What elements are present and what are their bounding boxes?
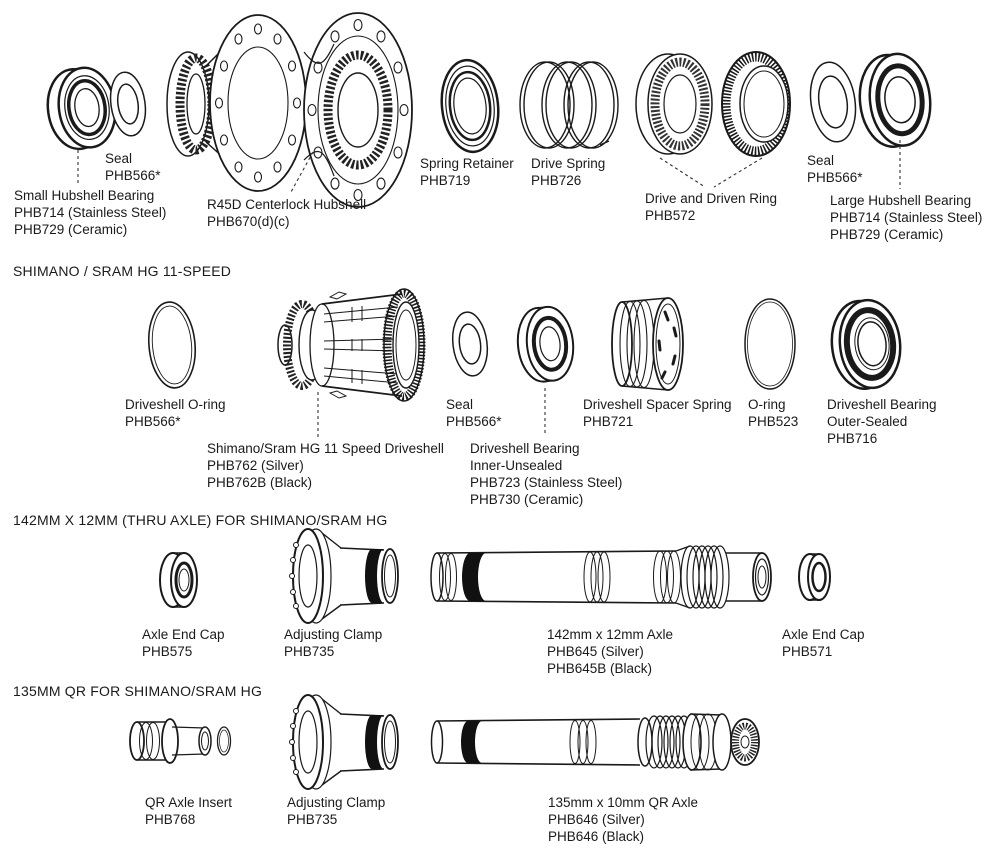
label-line: PHB716 — [827, 431, 878, 446]
label-seal-right — [807, 152, 863, 186]
label-line: PHB723 (Stainless Steel) — [470, 475, 623, 490]
section-title-thru-axle: 142MM X 12MM (THRU AXLE) FOR SHIMANO/SRAM HG — [13, 512, 388, 528]
driveshell-bearing-outer-illustration — [828, 297, 905, 392]
label-line: PHB523 — [748, 414, 799, 429]
axle-end-cap-left-illustration — [160, 553, 197, 607]
o-ring-illustration — [745, 299, 795, 389]
label-driveshell-spacer-spring — [583, 396, 732, 430]
label-line: QR Axle Insert — [145, 795, 233, 810]
driveshell-o-ring-illustration — [145, 300, 198, 390]
label-line: Seal — [807, 153, 835, 168]
driveshell-bearing-inner-illustration — [514, 305, 576, 384]
label-line: R45D Centerlock Hubshell — [207, 197, 367, 212]
label-line: PHB575 — [142, 644, 193, 659]
label-driveshell-bearing-outer — [827, 396, 937, 447]
label-thru-axle — [547, 626, 673, 677]
label-line: PHB646 (Black) — [548, 829, 645, 844]
label-adjusting-clamp-qr — [287, 794, 385, 828]
label-driveshell — [207, 440, 444, 491]
label-small-hubshell-bearing — [14, 187, 166, 238]
label-line: Shimano/Sram HG 11 Speed Driveshell — [207, 441, 444, 456]
label-line: Seal — [105, 151, 133, 166]
label-drive-and-driven-ring — [645, 190, 777, 224]
label-line: PHB645 (Silver) — [547, 644, 644, 659]
label-line: PHB735 — [284, 644, 335, 659]
label-line: PHB729 (Ceramic) — [830, 227, 944, 242]
label-adjusting-clamp-thru — [284, 626, 382, 660]
label-line: PHB729 (Ceramic) — [14, 222, 128, 237]
label-seal-mid — [446, 396, 502, 430]
label-line: PHB719 — [420, 173, 471, 188]
driveshell-illustration — [278, 289, 424, 401]
label-line: PHB726 — [531, 173, 582, 188]
label-line: Driveshell O-ring — [125, 397, 226, 412]
label-line: Axle End Cap — [782, 627, 865, 642]
label-line: Adjusting Clamp — [284, 627, 383, 642]
label-driveshell-o-ring — [125, 396, 226, 430]
label-line: Drive and Driven Ring — [645, 191, 778, 206]
label-line: PHB735 — [287, 812, 338, 827]
label-line: 135mm x 10mm QR Axle — [548, 795, 699, 810]
section-title-driveshell: SHIMANO / SRAM HG 11-SPEED — [13, 263, 232, 279]
drive-spring-illustration — [520, 62, 618, 148]
label-line: O-ring — [748, 397, 786, 412]
label-line: Outer-Sealed — [827, 414, 908, 429]
label-line: Adjusting Clamp — [287, 795, 386, 810]
label-qr-axle — [548, 794, 698, 845]
label-line: Driveshell Bearing — [827, 397, 937, 412]
large-hubshell-bearing-illustration — [855, 51, 934, 150]
label-line: Axle End Cap — [142, 627, 225, 642]
label-line: PHB714 (Stainless Steel) — [14, 205, 167, 220]
label-line: Seal — [446, 397, 474, 412]
label-line: 142mm x 12mm Axle — [547, 627, 674, 642]
label-line: Drive Spring — [531, 156, 606, 171]
label-line: PHB768 — [145, 812, 196, 827]
label-line: Small Hubshell Bearing — [14, 188, 155, 203]
seal-right-illustration — [806, 59, 861, 144]
qr-axle-illustration — [432, 714, 760, 770]
label-line: PHB714 (Stainless Steel) — [830, 210, 983, 225]
driveshell-spacer-spring-illustration — [612, 298, 683, 390]
label-line: Spring Retainer — [420, 156, 514, 171]
label-line: PHB646 (Silver) — [548, 812, 645, 827]
label-line: Inner-Unsealed — [470, 458, 563, 473]
label-o-ring — [748, 396, 798, 430]
small-hubshell-bearing-illustration — [43, 64, 120, 153]
axle-end-cap-right-illustration — [799, 554, 830, 600]
label-line: PHB566* — [446, 414, 502, 429]
label-line: PHB566* — [125, 414, 181, 429]
label-line: PHB572 — [645, 208, 696, 223]
adjusting-clamp-illustration — [290, 529, 399, 623]
label-hubshell — [207, 196, 366, 230]
label-driveshell-bearing-inner — [470, 440, 622, 508]
label-line: PHB762 (Silver) — [207, 458, 304, 473]
label-spring-retainer — [420, 155, 514, 189]
label-axle-end-cap-right — [782, 626, 865, 660]
spring-retainer-illustration — [437, 57, 502, 154]
label-line: PHB571 — [782, 644, 833, 659]
label-seal-left — [105, 150, 161, 184]
label-line: PHB762B (Black) — [207, 475, 313, 490]
seal-mid-illustration — [449, 310, 491, 378]
label-line: PHB645B (Black) — [547, 661, 653, 676]
label-line: PHB721 — [583, 414, 634, 429]
section-title-qr: 135MM QR FOR SHIMANO/SRAM HG — [13, 683, 263, 699]
label-line: PHB566* — [807, 170, 863, 185]
qr-axle-insert-illustration — [130, 719, 211, 763]
label-axle-end-cap-left — [142, 626, 225, 660]
label-line: PHB730 (Ceramic) — [470, 492, 584, 507]
small-o-ring-illustration — [218, 727, 231, 755]
label-line: Driveshell Spacer Spring — [583, 397, 732, 412]
leader-lines-row2 — [318, 388, 545, 437]
thru-axle-illustration — [431, 546, 771, 608]
label-line: Large Hubshell Bearing — [830, 193, 972, 208]
label-drive-spring — [531, 155, 605, 189]
label-qr-axle-insert — [145, 794, 232, 828]
hubshell-illustration — [167, 13, 412, 207]
label-line: Driveshell Bearing — [470, 441, 580, 456]
label-line: PHB566* — [105, 168, 161, 183]
drive-ring-illustration — [636, 54, 712, 154]
driven-ring-illustration — [722, 52, 790, 156]
label-large-hubshell-bearing — [830, 192, 982, 243]
label-line: PHB670(d)(c) — [207, 214, 290, 229]
